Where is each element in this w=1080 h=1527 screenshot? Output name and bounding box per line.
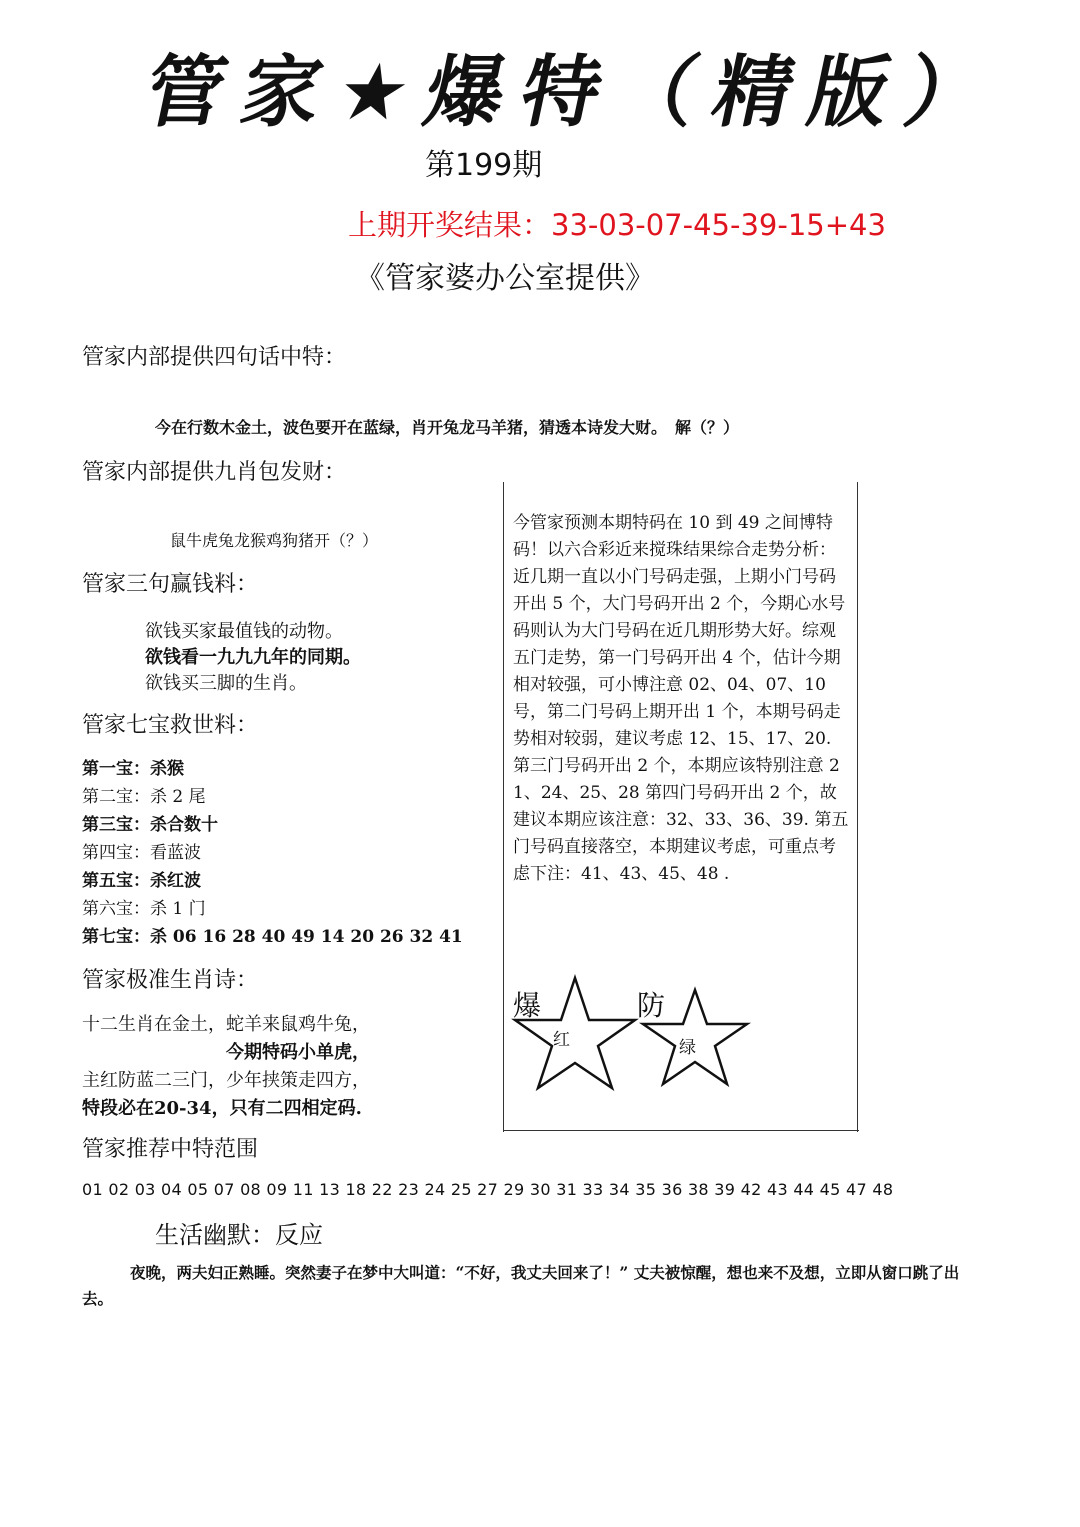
three-sentence-line: 欲钱看一九九九年的同期。 [145,647,361,668]
star-inner-red: 红 [553,1030,570,1050]
star-label-bao: 爆 [513,989,542,1022]
seven-treasures-heading: 管家七宝救世料： [82,713,259,738]
nine-zodiac-heading: 管家内部提供九肖包发财： [82,460,347,485]
treasure-item: 第一宝：杀猴 [82,759,184,779]
page-title: 管家★爆特（精版） [136,48,1013,138]
treasure-item: 第七宝：杀 06 16 28 40 49 14 20 26 32 41 [82,927,463,947]
poem-line: 今期特码小单虎， [226,1042,370,1063]
star-icons [505,968,765,1098]
poem-line: 主红防蓝二三门，少年挟策走四方， [82,1070,370,1091]
nine-zodiac-text: 鼠牛虎兔龙猴鸡狗猪开（？） [170,531,379,550]
provider-line: 《管家婆办公室提供》 [355,261,655,296]
prediction-text: 今管家预测本期特码在 10 到 49 之间博特码！以六合彩近来搅珠结果综合走势分析：近几期一直以小门号码走强，上期小门号码开出 5 个，大门号码开出 2 个，今期心水号码则认为大门号码在近几期形势大好。综观五门走势，第一门号码开出 4 个，估计今期相对较强，可小博注意 02、04、07、10 号，第二门号码上期开出 1 个，本期号码走势相对较弱，建议考虑 12、15、17、20. 第三门号码开出 2 个，本期应该特别注意 21、24、25、28 第四门号码开出 2 个，故建议本期应该注意：32、33、36、39. 第五门号码直接落空，本期建议考虑，可重点考虑下注：41、43、45、48 . [513,513,849,884]
treasure-item: 第四宝：看蓝波 [82,843,201,863]
poem-line: 十二生肖在金土，蛇羊来鼠鸡牛兔， [82,1014,370,1035]
range-heading: 管家推荐中特范围 [82,1137,259,1162]
last-result: 上期开奖结果：33-03-07-45-39-15+43 [348,208,886,242]
prediction-box-bottom [503,1130,859,1131]
issue-number: 第199期 [425,148,543,183]
joke-text: 夜晚，两夫妇正熟睡。突然妻子在梦中大叫道：“不好，我丈夫回来了！” 丈夫被惊醒，想也来不及想，立即从窗口跳了出去。 [82,1263,960,1308]
treasure-item: 第五宝：杀红波 [82,871,201,891]
poem-line: 特段必在20-34，只有二四相定码. [82,1098,362,1119]
poem-heading: 管家极准生肖诗： [82,968,259,993]
range-numbers: 01 02 03 04 05 07 08 09 11 13 18 22 23 24 25 27 29 30 31 33 34 35 36 38 39 42 43 44 45 47 48 [82,1180,894,1199]
four-sentence-heading: 管家内部提供四句话中特： [82,345,347,370]
three-sentence-line: 欲钱买家最值钱的动物。 [145,621,343,642]
three-sentence-heading: 管家三句赢钱料： [82,572,259,597]
joke-title: 生活幽默：反应 [155,1221,323,1249]
treasure-item: 第二宝：杀 2 尾 [82,787,206,807]
star-inner-green: 绿 [679,1038,696,1058]
four-sentence-text: 今在行数木金土，波色要开在蓝绿，肖开兔龙马羊猪，猜透本诗发大财。 解（？） [155,418,740,437]
treasure-item: 第六宝：杀 1 门 [82,899,206,919]
three-sentence-line: 欲钱买三脚的生肖。 [145,673,307,694]
star-label-fang: 防 [637,989,666,1022]
treasure-item: 第三宝：杀合数十 [82,815,218,835]
